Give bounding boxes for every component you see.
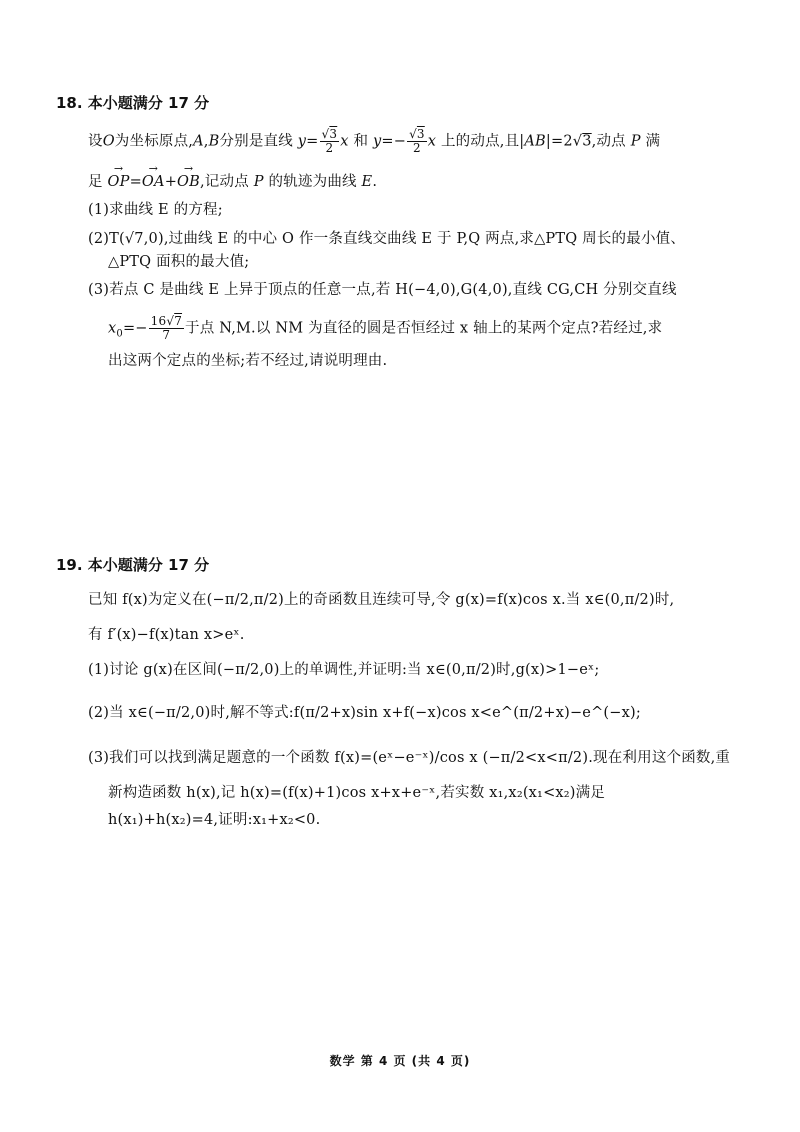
problem-18-line-2: 足 → OP=→ OA+→ OB,记动点 P 的轨迹为曲线 E. (88, 172, 377, 192)
problem-18-sub-3b: $x_0=-$ $\frac{16√7}{7}$ 于点 N,M.以 NM 为直径的圆是否恒经过 x 轴上的某两个定点?若经过,求 (108, 314, 663, 342)
problem-18-sub-1: (1)求曲线 E 的方程; (88, 202, 223, 218)
problem-18-sub-3c: 出这两个定点的坐标;若不经过,请说明理由. (108, 353, 388, 369)
problem-19-sub-3c: h(x₁)+h(x₂)=4,证明:x₁+x₂<0. (108, 812, 321, 828)
problem-19-heading: 19. 本小题满分 17 分 (56, 556, 210, 574)
problem-18-sub-2a: (2)T(√7,0),过曲线 E 的中心 O 作一条直线交曲线 E 于 P,Q 两点,求△PTQ 周长的最小值、 (88, 231, 686, 247)
page-footer: 数学 第 4 页 (共 4 页) (329, 1054, 471, 1068)
problem-19-sub-3a: (3)我们可以找到满足题意的一个函数 f(x)=(eˣ−e⁻ˣ)/cos x (−π/2<x<π/2).现在利用这个函数,重 (88, 750, 731, 766)
problem-19-sub-3b: 新构造函数 h(x),记 h(x)=(f(x)+1)cos x+x+e⁻ˣ,若实数 x₁,x₂(x₁<x₂)满足 (108, 785, 606, 801)
problem-19-sub-2: (2)当 x∈(−π/2,0)时,解不等式:f(π/2+x)sin x+f(−x)cos x<e^(π/2+x)−e^(−x); (88, 705, 641, 721)
problem-19-line-2: 有 f′(x)−f(x)tan x>eˣ. (88, 627, 245, 643)
problem-19-sub-1: (1)讨论 g(x)在区间(−π/2,0)上的单调性,并证明:当 x∈(0,π/2)时,g(x)>1−eˣ; (88, 662, 600, 678)
problem-19-line-1: 已知 f(x)为定义在(−π/2,π/2)上的奇函数且连续可导,令 g(x)=f(x)cos x.当 x∈(0,π/2)时, (88, 592, 675, 608)
problem-18-line-1: 设O为坐标原点,A,B分别是直线 y= $\frac{√3}{2}$ x 和 y=− $\frac{√3}{2}$ x 上的动点,且|AB|=2√3,动点 P 满 (88, 127, 661, 155)
problem-18-sub-2b: △PTQ 面积的最大值; (108, 254, 250, 270)
problem-18-heading: 18. 本小题满分 17 分 (56, 94, 210, 112)
problem-18-sub-3a: (3)若点 C 是曲线 E 上异于顶点的任意一点,若 H(−4,0),G(4,0),直线 CG,CH 分别交直线 (88, 282, 677, 298)
